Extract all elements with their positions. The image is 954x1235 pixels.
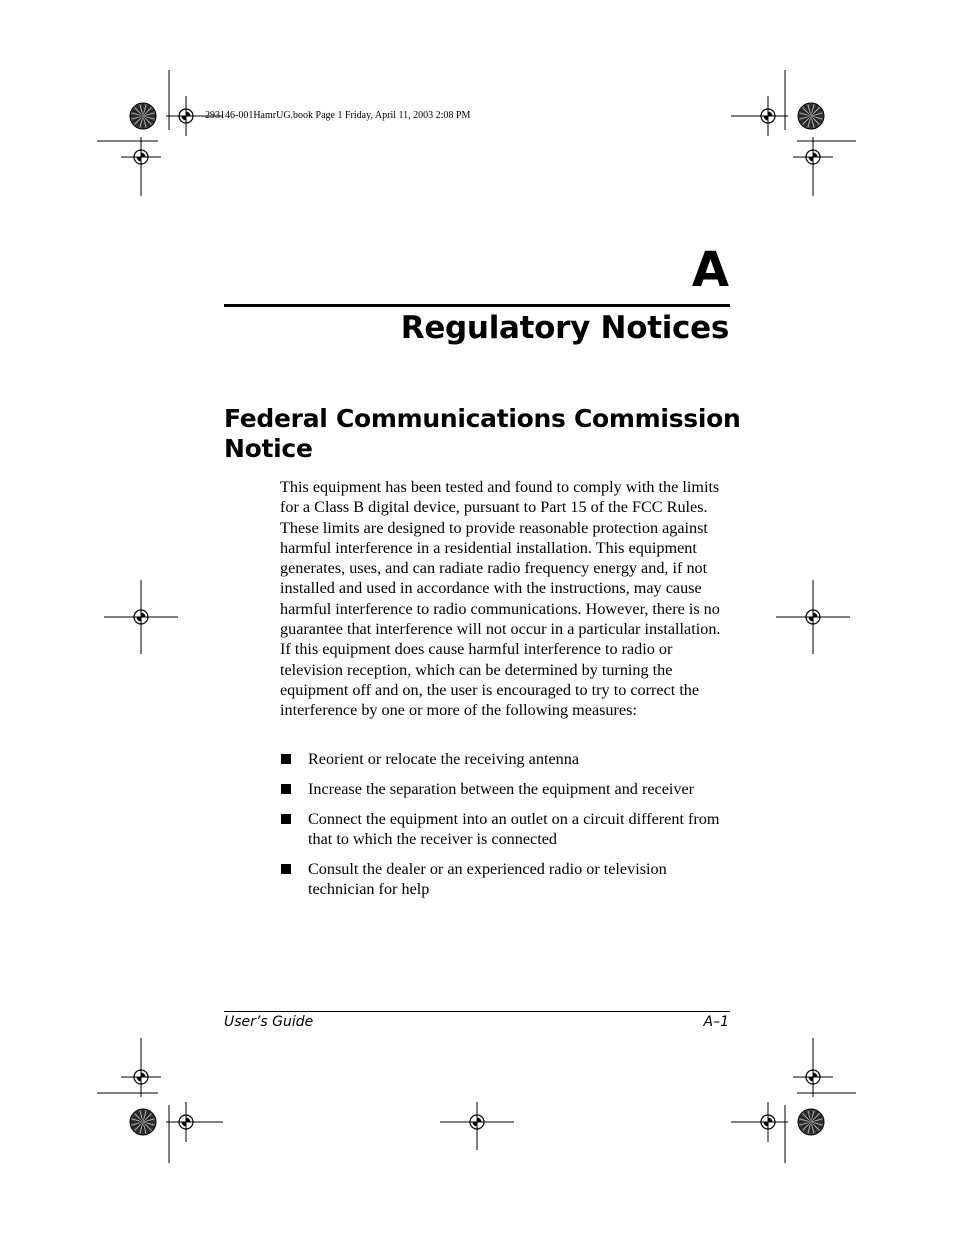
list-item-text: Reorient or relocate the receiving antenna: [308, 750, 580, 768]
starburst-target-icon: [798, 103, 824, 129]
list-item: [280, 779, 735, 799]
square-bullet-icon: [281, 784, 291, 794]
footer-rule: [224, 1011, 730, 1012]
section-heading: Federal Communications Commission Notice: [224, 404, 741, 463]
fcc-notice-paragraph: This equipment has been tested and found to comply with the limits for a Class B digital device, pursuant to Part 15 of the FCC Rules. These limits are designed to provide reasonable protection against harmful interference in a residential installation. This equipment generates, uses, and can radiate radio frequency energy and, if not installed and used in accordance with the instructions, may cause harmful interference to radio communications. However, there is no guarantee that interference will not occur in a particular installation. If this equipment does cause harmful interference to radio or television reception, which can be determined by turning the equipment off and on, the user is encouraged to try to correct the interference by one or more of the following measures:: [280, 478, 721, 720]
footer-page-number: A–1: [703, 1014, 729, 1030]
chapter-letter: A: [691, 242, 729, 298]
footer-guide-label: User’s Guide: [224, 1014, 314, 1030]
list-item: [280, 809, 735, 850]
starburst-target-icon: [130, 103, 156, 129]
list-item: [280, 749, 735, 769]
chapter-title: Regulatory Notices: [400, 310, 729, 346]
square-bullet-icon: [281, 864, 291, 874]
starburst-target-icon: [798, 1109, 824, 1135]
list-item-text: Connect the equipment into an outlet on a circuit different from that to which the receiver is connected: [308, 809, 720, 848]
title-rule: [224, 304, 730, 307]
list-item-text: Consult the dealer or an experienced radio or television technician for help: [308, 859, 667, 898]
starburst-target-icon: [130, 1109, 156, 1135]
list-item-text: Increase the separation between the equipment and receiver: [308, 779, 695, 798]
square-bullet-icon: [281, 814, 291, 824]
print-slug-line: 293146-001HamrUG.book Page 1 Friday, April 11, 2003 2:08 PM: [205, 110, 471, 121]
list-item: [280, 859, 735, 900]
measures-list: [280, 749, 735, 909]
square-bullet-icon: [281, 754, 291, 764]
